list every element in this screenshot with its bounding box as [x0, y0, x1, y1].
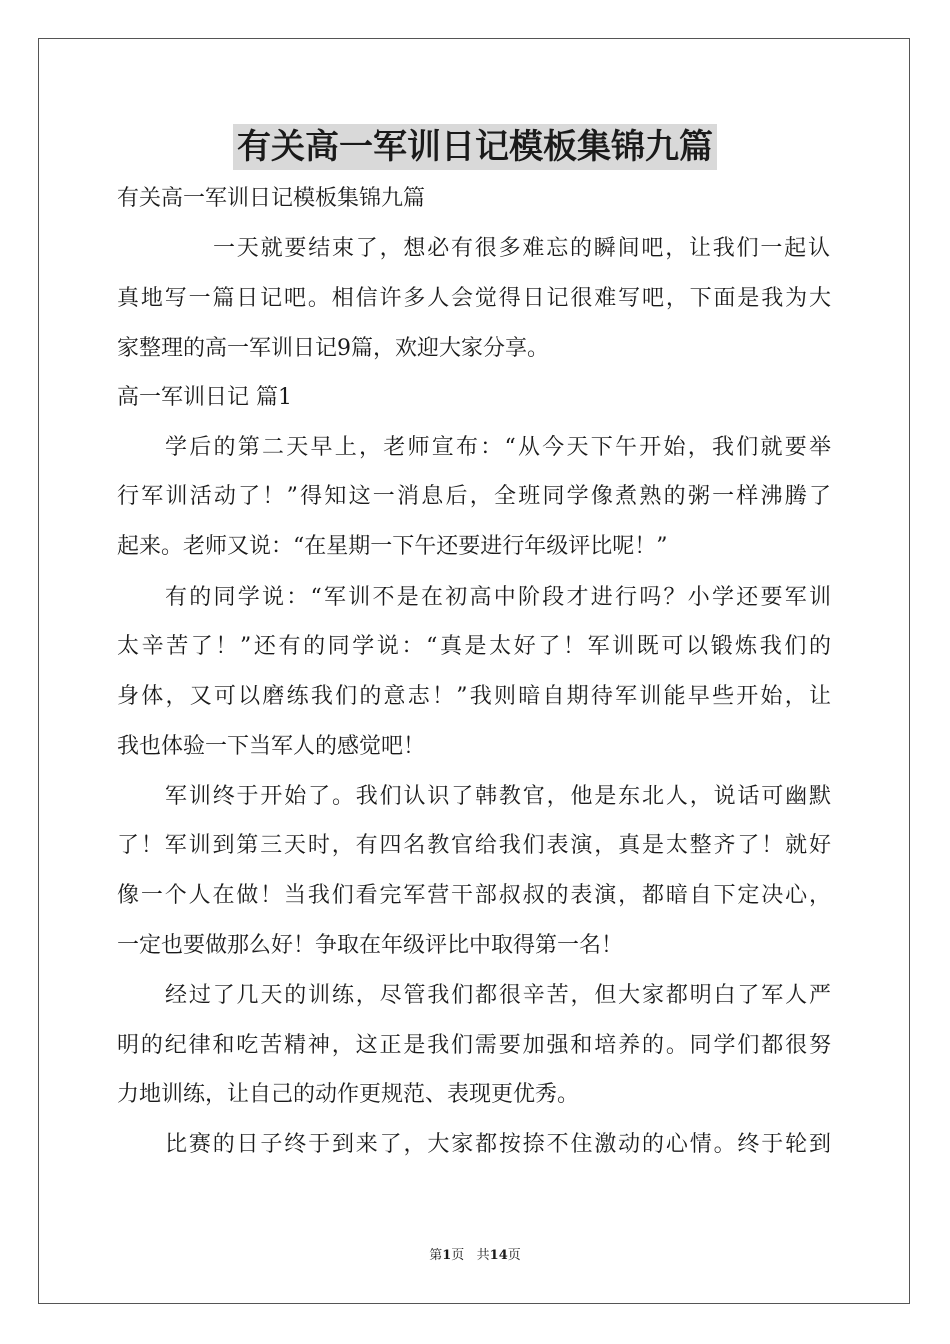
- paragraph-line: 比赛的日子终于到来了，大家都按捺不住激动的心情。终于轮到: [165, 1132, 831, 1157]
- paragraph-line: 了！军训到第三天时，有四名教官给我们表演，真是太整齐了！就好: [117, 833, 831, 858]
- document-title: 有关高一军训日记模板集锦九篇: [233, 124, 717, 170]
- paragraph-line: 明的纪律和吃苦精神，这正是我们需要加强和培养的。同学们都很努: [117, 1033, 831, 1058]
- footer-suffix: 页: [507, 1248, 521, 1263]
- page-border: [38, 38, 910, 1304]
- paragraph-line: 经过了几天的训练，尽管我们都很辛苦，但大家都明白了军人严: [165, 983, 831, 1008]
- paragraph-line: 像一个人在做！当我们看完军营干部叔叔的表演，都暗自下定决心，: [117, 883, 831, 908]
- paragraph-line: 家整理的高一军训日记9篇，欢迎大家分享。: [117, 336, 549, 361]
- footer-mid: 页 共: [451, 1248, 490, 1263]
- section-heading: 高一军训日记 篇1: [117, 385, 292, 410]
- paragraph-line: 力地训练，让自己的动作更规范、表现更优秀。: [117, 1082, 580, 1107]
- paragraph-line: 行军训活动了！”得知这一消息后，全班同学像煮熟的粥一样沸腾了: [117, 484, 831, 509]
- footer-page-number: 1: [442, 1248, 452, 1263]
- title-container: [0, 124, 950, 170]
- subtitle-line: 有关高一军训日记模板集锦九篇: [117, 186, 426, 211]
- footer-total-pages: 14: [489, 1248, 508, 1263]
- page-footer: [0, 1247, 950, 1265]
- paragraph-line: 学后的第二天早上，老师宣布：“从今天下午开始，我们就要举: [165, 435, 831, 460]
- paragraph-line: 太辛苦了！”还有的同学说：“真是太好了！军训既可以锻炼我们的: [117, 634, 831, 659]
- footer-prefix: 第: [429, 1248, 443, 1263]
- paragraph-line: 身体，又可以磨练我们的意志！”我则暗自期待军训能早些开始，让: [117, 684, 831, 709]
- paragraph-line: 起来。老师又说：“在星期一下午还要进行年级评比呢！”: [117, 534, 668, 559]
- paragraph-line: 真地写一篇日记吧。相信许多人会觉得日记很难写吧，下面是我为大: [117, 286, 831, 311]
- paragraph-line: 一天就要结束了，想必有很多难忘的瞬间吧，让我们一起认: [213, 236, 830, 261]
- paragraph-line: 有的同学说：“军训不是在初高中阶段才进行吗？小学还要军训: [165, 585, 831, 610]
- paragraph-line: 军训终于开始了。我们认识了韩教官，他是东北人，说话可幽默: [165, 784, 831, 809]
- paragraph-line: 一定也要做那么好！争取在年级评比中取得第一名！: [117, 933, 624, 958]
- paragraph-line: 我也体验一下当军人的感觉吧！: [117, 734, 426, 759]
